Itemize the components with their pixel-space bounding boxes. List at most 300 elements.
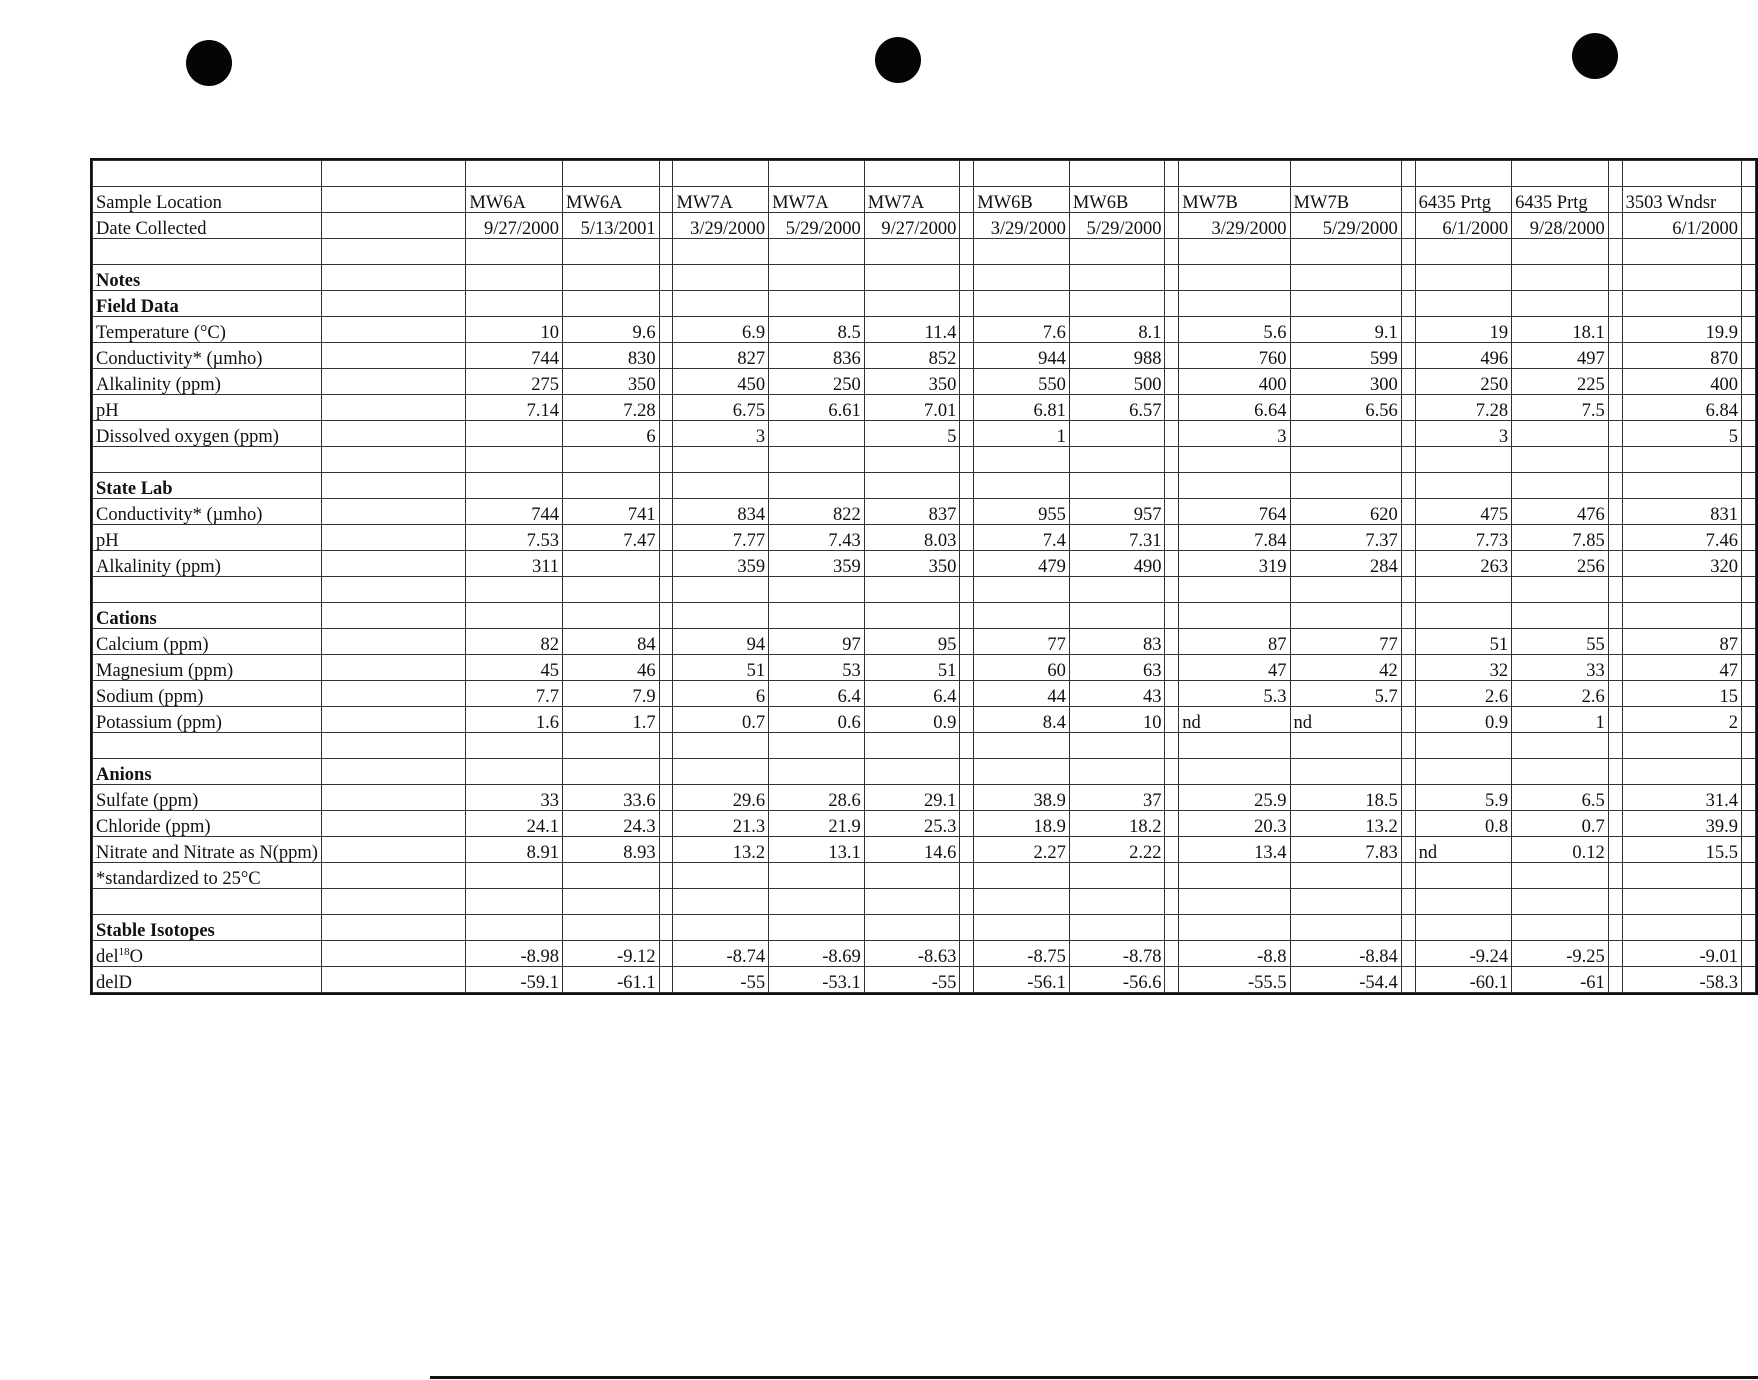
- state-lab-value: 263: [1415, 551, 1512, 577]
- column-gap: [1401, 499, 1415, 525]
- del18o-value: -9.01: [1622, 941, 1741, 967]
- field-data-heading: [93, 291, 1756, 317]
- deld-value: -54.4: [1290, 967, 1401, 993]
- field-data-value: 350: [563, 369, 660, 395]
- state-lab-row: [93, 525, 1756, 551]
- field-data-value: 852: [864, 343, 960, 369]
- blank-value: [1622, 577, 1741, 603]
- notes-heading-value: [1415, 265, 1512, 291]
- blank-value: [1622, 889, 1741, 915]
- blank-value: [1622, 161, 1741, 187]
- field-data-value: 7.28: [1415, 395, 1512, 421]
- column-gap: [1165, 421, 1179, 447]
- anions-heading: [93, 759, 1756, 785]
- column-gap: [1742, 421, 1756, 447]
- cations-value: 87: [1179, 629, 1290, 655]
- field-data-value: 6.81: [974, 395, 1070, 421]
- anions-label: Chloride (ppm): [93, 811, 322, 837]
- column-gap: [1608, 525, 1622, 551]
- column-gap: [1742, 655, 1756, 681]
- cations-label-extra: [321, 629, 465, 655]
- column-gap: [1165, 525, 1179, 551]
- state-lab-label-extra: [321, 551, 465, 577]
- cations-value: 1.6: [466, 707, 563, 733]
- field-data-value: 550: [974, 369, 1070, 395]
- anions-value: 0.12: [1512, 837, 1609, 863]
- anions-value: 20.3: [1179, 811, 1290, 837]
- column-gap: [1742, 369, 1756, 395]
- cations-value: 94: [673, 629, 769, 655]
- del18o-label-sup: 18: [118, 945, 130, 958]
- cations-heading-value: [563, 603, 660, 629]
- punch-hole-right: [1572, 33, 1618, 79]
- field-data-value: 599: [1290, 343, 1401, 369]
- state-lab-value: [563, 551, 660, 577]
- state-lab-row: [93, 551, 1756, 577]
- blank-row: [93, 447, 1756, 473]
- column-gap: [1608, 733, 1622, 759]
- sample-location-value: MW7A: [673, 187, 769, 213]
- column-gap: [1165, 213, 1179, 239]
- notes-heading-value: [1069, 265, 1165, 291]
- blank-value: [864, 577, 960, 603]
- notes-heading-value: [864, 265, 960, 291]
- anions-heading-value: [466, 759, 563, 785]
- date-collected-label: Date Collected: [93, 213, 322, 239]
- date-collected-label-extra: [321, 213, 465, 239]
- notes-heading-value: [974, 265, 1070, 291]
- cations-value: 53: [769, 655, 865, 681]
- column-gap: [1608, 343, 1622, 369]
- state-lab-heading-value: [563, 473, 660, 499]
- state-lab-value: 957: [1069, 499, 1165, 525]
- state-lab-value: 741: [563, 499, 660, 525]
- footnote-value: [673, 863, 769, 889]
- deld-row: [93, 967, 1756, 993]
- column-gap: [1165, 811, 1179, 837]
- column-gap: [1401, 291, 1415, 317]
- state-lab-value: 7.77: [673, 525, 769, 551]
- column-gap: [1401, 733, 1415, 759]
- field-data-value: 6.75: [673, 395, 769, 421]
- column-gap: [1742, 525, 1756, 551]
- column-gap: [1742, 551, 1756, 577]
- field-data-value: 944: [974, 343, 1070, 369]
- anions-heading-value: [1415, 759, 1512, 785]
- column-gap: [659, 577, 673, 603]
- field-data-heading-value: [466, 291, 563, 317]
- column-gap: [1165, 447, 1179, 473]
- field-data-value: 830: [563, 343, 660, 369]
- notes-heading-label-extra: [321, 265, 465, 291]
- field-data-value: 450: [673, 369, 769, 395]
- column-gap: [659, 395, 673, 421]
- column-gap: [960, 707, 974, 733]
- column-gap: [1608, 213, 1622, 239]
- column-gap: [1165, 889, 1179, 915]
- blank-value: [1179, 447, 1290, 473]
- cations-value: nd: [1290, 707, 1401, 733]
- column-gap: [659, 265, 673, 291]
- anions-row: [93, 811, 1756, 837]
- anions-label: Sulfate (ppm): [93, 785, 322, 811]
- cations-value: 0.9: [864, 707, 960, 733]
- column-gap: [1165, 317, 1179, 343]
- stable-isotopes-heading-value: [974, 915, 1070, 941]
- column-gap: [1401, 629, 1415, 655]
- column-gap: [1742, 681, 1756, 707]
- column-gap: [1401, 707, 1415, 733]
- column-gap: [659, 421, 673, 447]
- blank-label-extra: [321, 447, 465, 473]
- blank-value: [769, 447, 865, 473]
- column-gap: [1401, 421, 1415, 447]
- deld-value: -60.1: [1415, 967, 1512, 993]
- column-gap: [1165, 707, 1179, 733]
- column-gap: [1165, 551, 1179, 577]
- state-lab-value: 7.37: [1290, 525, 1401, 551]
- cations-row: [93, 707, 1756, 733]
- deld-value: -61.1: [563, 967, 660, 993]
- cations-value: 6.4: [864, 681, 960, 707]
- field-data-label-extra: [321, 317, 465, 343]
- date-collected-value: 3/29/2000: [1179, 213, 1290, 239]
- state-lab-value: 7.43: [769, 525, 865, 551]
- field-data-value: 6.9: [673, 317, 769, 343]
- cations-value: 46: [563, 655, 660, 681]
- blank-value: [563, 889, 660, 915]
- stable-isotopes-heading-value: [1415, 915, 1512, 941]
- field-data-value: 6.84: [1622, 395, 1741, 421]
- stable-isotopes-heading-label: Stable Isotopes: [93, 915, 322, 941]
- field-data-label: Temperature (°C): [93, 317, 322, 343]
- blank-value: [1179, 733, 1290, 759]
- stable-isotopes-heading-value: [1179, 915, 1290, 941]
- anions-label-extra: [321, 785, 465, 811]
- blank-value: [1512, 161, 1609, 187]
- blank-value: [769, 577, 865, 603]
- state-lab-value: 7.46: [1622, 525, 1741, 551]
- blank-label-extra: [321, 239, 465, 265]
- footnote-value: [1179, 863, 1290, 889]
- blank-value: [1179, 889, 1290, 915]
- state-lab-heading-value: [769, 473, 865, 499]
- column-gap: [1401, 837, 1415, 863]
- column-gap: [1401, 577, 1415, 603]
- anions-value: 29.1: [864, 785, 960, 811]
- cations-label: Calcium (ppm): [93, 629, 322, 655]
- field-data-value: [1069, 421, 1165, 447]
- cations-heading-value: [769, 603, 865, 629]
- cations-value: 47: [1622, 655, 1741, 681]
- column-gap: [1742, 629, 1756, 655]
- column-gap: [1608, 967, 1622, 993]
- column-gap: [1401, 239, 1415, 265]
- column-gap: [1742, 733, 1756, 759]
- field-data-row: [93, 421, 1756, 447]
- anions-value: 15.5: [1622, 837, 1741, 863]
- column-gap: [1608, 291, 1622, 317]
- column-gap: [1742, 707, 1756, 733]
- column-gap: [1608, 447, 1622, 473]
- column-gap: [659, 447, 673, 473]
- column-gap: [960, 161, 974, 187]
- column-gap: [1165, 785, 1179, 811]
- anions-heading-value: [1069, 759, 1165, 785]
- date-collected-value: 6/1/2000: [1415, 213, 1512, 239]
- deld-value: -56.1: [974, 967, 1070, 993]
- column-gap: [1742, 291, 1756, 317]
- sample-location-label: Sample Location: [93, 187, 322, 213]
- blank-value: [1290, 733, 1401, 759]
- column-gap: [659, 837, 673, 863]
- cations-value: 0.6: [769, 707, 865, 733]
- stable-isotopes-heading-value: [1512, 915, 1609, 941]
- field-data-value: 8.1: [1069, 317, 1165, 343]
- state-lab-heading: [93, 473, 1756, 499]
- column-gap: [1608, 681, 1622, 707]
- blank-label: [93, 161, 322, 187]
- field-data-value: 3: [1415, 421, 1512, 447]
- column-gap: [1608, 655, 1622, 681]
- field-data-value: 500: [1069, 369, 1165, 395]
- blank-value: [1622, 733, 1741, 759]
- state-lab-value: 319: [1179, 551, 1290, 577]
- blank-label: [93, 889, 322, 915]
- column-gap: [1165, 187, 1179, 213]
- cations-value: 1.7: [563, 707, 660, 733]
- column-gap: [1401, 395, 1415, 421]
- column-gap: [1742, 239, 1756, 265]
- column-gap: [659, 629, 673, 655]
- state-lab-heading-label: State Lab: [93, 473, 322, 499]
- cations-value: 10: [1069, 707, 1165, 733]
- blank-label-extra: [321, 733, 465, 759]
- column-gap: [1401, 655, 1415, 681]
- column-gap: [960, 811, 974, 837]
- state-lab-value: 359: [769, 551, 865, 577]
- cations-value: 77: [974, 629, 1070, 655]
- blank-value: [1512, 733, 1609, 759]
- column-gap: [659, 499, 673, 525]
- blank-value: [563, 447, 660, 473]
- del18o-value: -8.69: [769, 941, 865, 967]
- column-gap: [1165, 941, 1179, 967]
- column-gap: [659, 759, 673, 785]
- field-data-value: 6.57: [1069, 395, 1165, 421]
- anions-value: 37: [1069, 785, 1165, 811]
- column-gap: [659, 733, 673, 759]
- field-data-value: 225: [1512, 369, 1609, 395]
- date-collected-value: 3/29/2000: [673, 213, 769, 239]
- footnote-label: *standardized to 25°C: [93, 863, 322, 889]
- anions-value: 33: [466, 785, 563, 811]
- cations-value: 87: [1622, 629, 1741, 655]
- anions-value: 13.2: [1290, 811, 1401, 837]
- field-data-label-extra: [321, 343, 465, 369]
- field-data-value: 5.6: [1179, 317, 1290, 343]
- sample-location-value: MW6B: [974, 187, 1070, 213]
- state-lab-heading-value: [466, 473, 563, 499]
- column-gap: [1401, 343, 1415, 369]
- cations-value: 5.7: [1290, 681, 1401, 707]
- notes-heading-value: [1622, 265, 1741, 291]
- del18o-value: -8.98: [466, 941, 563, 967]
- notes-heading-value: [1512, 265, 1609, 291]
- blank-value: [769, 161, 865, 187]
- column-gap: [659, 291, 673, 317]
- column-gap: [659, 915, 673, 941]
- blank-value: [1179, 239, 1290, 265]
- stable-isotopes-heading-value: [673, 915, 769, 941]
- blank-value: [769, 239, 865, 265]
- field-data-label-extra: [321, 395, 465, 421]
- field-data-value: 11.4: [864, 317, 960, 343]
- anions-value: 33.6: [563, 785, 660, 811]
- date-collected-value: 6/1/2000: [1622, 213, 1741, 239]
- blank-value: [864, 239, 960, 265]
- column-gap: [1165, 265, 1179, 291]
- state-lab-label: pH: [93, 525, 322, 551]
- state-lab-value: 359: [673, 551, 769, 577]
- state-lab-value: 7.73: [1415, 525, 1512, 551]
- anions-heading-value: [1512, 759, 1609, 785]
- sample-location-value: MW7B: [1179, 187, 1290, 213]
- notes-heading-value: [769, 265, 865, 291]
- field-data-value: 8.5: [769, 317, 865, 343]
- column-gap: [1165, 733, 1179, 759]
- state-lab-value: 479: [974, 551, 1070, 577]
- column-gap: [659, 967, 673, 993]
- cations-value: 7.7: [466, 681, 563, 707]
- field-data-heading-value: [1179, 291, 1290, 317]
- field-data-heading-label-extra: [321, 291, 465, 317]
- state-lab-heading-label-extra: [321, 473, 465, 499]
- water-quality-table: [92, 160, 1756, 993]
- deld-value: -56.6: [1069, 967, 1165, 993]
- column-gap: [960, 785, 974, 811]
- column-gap: [1742, 967, 1756, 993]
- state-lab-value: 831: [1622, 499, 1741, 525]
- blank-value: [1512, 447, 1609, 473]
- cations-value: 2: [1622, 707, 1741, 733]
- blank-value: [466, 239, 563, 265]
- cations-heading-value: [1512, 603, 1609, 629]
- column-gap: [1608, 265, 1622, 291]
- column-gap: [1608, 369, 1622, 395]
- blank-value: [563, 239, 660, 265]
- field-data-value: 744: [466, 343, 563, 369]
- date-collected-value: 5/13/2001: [563, 213, 660, 239]
- column-gap: [1742, 161, 1756, 187]
- column-gap: [960, 499, 974, 525]
- field-data-label: Dissolved oxygen (ppm): [93, 421, 322, 447]
- column-gap: [1608, 603, 1622, 629]
- column-gap: [659, 681, 673, 707]
- column-gap: [960, 941, 974, 967]
- anions-value: 31.4: [1622, 785, 1741, 811]
- cations-heading-label: Cations: [93, 603, 322, 629]
- deld-value: -59.1: [466, 967, 563, 993]
- blank-value: [1415, 239, 1512, 265]
- cations-label: Potassium (ppm): [93, 707, 322, 733]
- column-gap: [1165, 343, 1179, 369]
- cations-value: 97: [769, 629, 865, 655]
- deld-value: -55: [673, 967, 769, 993]
- state-lab-value: 7.84: [1179, 525, 1290, 551]
- column-gap: [960, 655, 974, 681]
- blank-value: [673, 889, 769, 915]
- deld-value: -61: [1512, 967, 1609, 993]
- blank-value: [1415, 447, 1512, 473]
- column-gap: [960, 603, 974, 629]
- state-lab-heading-value: [864, 473, 960, 499]
- column-gap: [1165, 291, 1179, 317]
- column-gap: [1742, 577, 1756, 603]
- cations-label-extra: [321, 655, 465, 681]
- column-gap: [1608, 759, 1622, 785]
- cations-heading-value: [864, 603, 960, 629]
- column-gap: [960, 733, 974, 759]
- cations-value: 0.7: [673, 707, 769, 733]
- column-gap: [1165, 629, 1179, 655]
- blank-value: [466, 889, 563, 915]
- cations-value: 45: [466, 655, 563, 681]
- date-collected-value: 5/29/2000: [1290, 213, 1401, 239]
- blank-value: [673, 447, 769, 473]
- column-gap: [1401, 811, 1415, 837]
- anions-heading-label: Anions: [93, 759, 322, 785]
- field-data-value: 7.01: [864, 395, 960, 421]
- footnote-value: [1290, 863, 1401, 889]
- footnote-value: [1415, 863, 1512, 889]
- anions-heading-value: [1290, 759, 1401, 785]
- anions-row: [93, 785, 1756, 811]
- column-gap: [1742, 889, 1756, 915]
- blank-value: [1290, 577, 1401, 603]
- column-gap: [1742, 473, 1756, 499]
- cations-value: 51: [1415, 629, 1512, 655]
- cations-heading-value: [1290, 603, 1401, 629]
- sample-location-value: MW7B: [1290, 187, 1401, 213]
- blank-value: [1069, 239, 1165, 265]
- column-gap: [659, 525, 673, 551]
- stable-isotopes-heading: [93, 915, 1756, 941]
- field-data-row: [93, 317, 1756, 343]
- blank-row: [93, 889, 1756, 915]
- field-data-heading-value: [864, 291, 960, 317]
- cations-value: 51: [864, 655, 960, 681]
- column-gap: [1165, 759, 1179, 785]
- blank-label: [93, 447, 322, 473]
- state-lab-value: 7.47: [563, 525, 660, 551]
- column-gap: [1742, 759, 1756, 785]
- column-gap: [1742, 915, 1756, 941]
- column-gap: [1742, 265, 1756, 291]
- column-gap: [1742, 343, 1756, 369]
- state-lab-value: 834: [673, 499, 769, 525]
- del18o-label: [93, 941, 322, 967]
- state-lab-heading-value: [1290, 473, 1401, 499]
- state-lab-value: 7.53: [466, 525, 563, 551]
- column-gap: [960, 863, 974, 889]
- del18o-row: [93, 941, 1756, 967]
- column-gap: [1165, 473, 1179, 499]
- column-gap: [1608, 785, 1622, 811]
- blank-value: [974, 733, 1070, 759]
- blank-value: [673, 733, 769, 759]
- blank-value: [673, 577, 769, 603]
